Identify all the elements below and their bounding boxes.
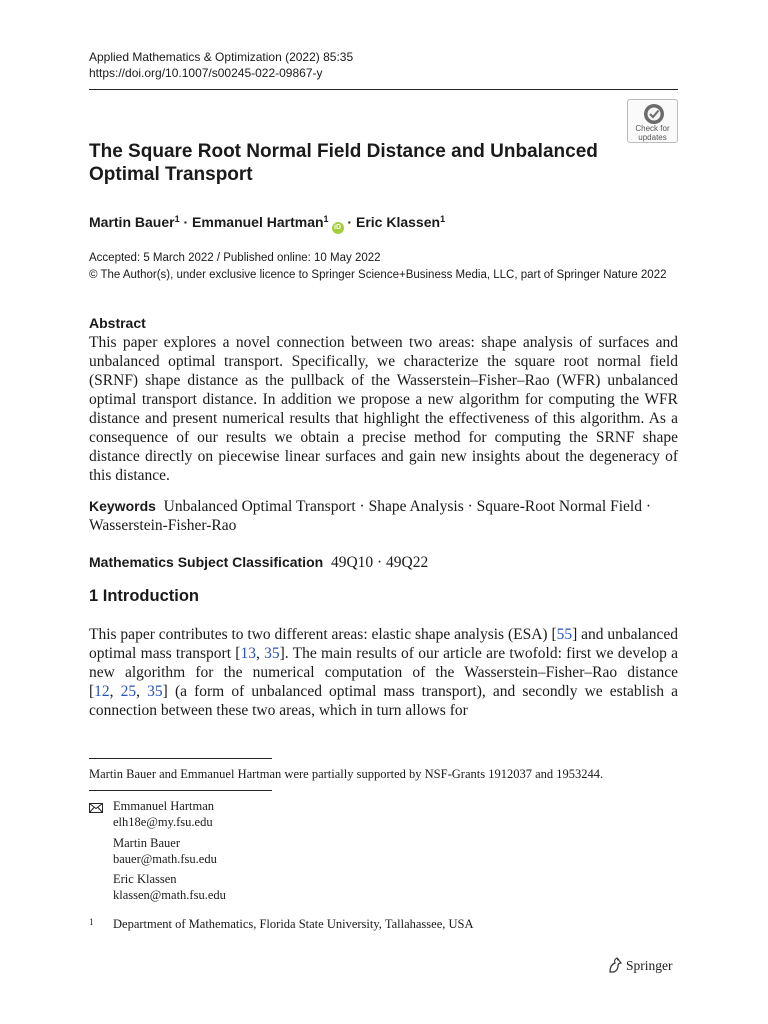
- contact-entry: [113, 835, 217, 867]
- check-updates-label: Check for updates: [635, 124, 670, 142]
- affiliation-text: Department of Mathematics, Florida State University, Tallahassee, USA: [113, 917, 474, 931]
- author-name[interactable]: Emmanuel Hartman: [192, 214, 324, 230]
- author-affiliation-mark: 1: [440, 214, 446, 224]
- author-name[interactable]: Eric Klassen: [356, 214, 441, 230]
- author-affiliation-mark: 1: [323, 214, 329, 224]
- keywords: [89, 497, 678, 535]
- envelope-icon: [89, 801, 103, 811]
- copyright-line: © The Author(s), under exclusive licence to Springer Science+Business Media, LLC, part of Springer Nature 2022: [89, 269, 667, 281]
- citation-link[interactable]: 55: [556, 626, 573, 643]
- contact-email[interactable]: bauer@math.fsu.edu: [113, 852, 217, 866]
- journal-doi[interactable]: https://doi.org/10.1007/s00245-022-09867-y: [89, 66, 323, 80]
- contact-entry: [113, 871, 226, 903]
- contact-name: Eric Klassen: [113, 872, 177, 886]
- journal-header: [89, 49, 353, 81]
- accepted-published-line: Accepted: 5 March 2022 / Published online: 10 May 2022: [89, 252, 381, 264]
- author-affiliation-mark: 1: [174, 214, 180, 224]
- orcid-icon[interactable]: iD: [332, 222, 344, 234]
- paper-title: The Square Root Normal Field Distance and Unbalanced Optimal Transport: [89, 141, 598, 185]
- citation-link[interactable]: 35: [264, 645, 280, 662]
- msc-codes: 49Q10 · 49Q22: [330, 554, 429, 571]
- springer-horse-icon: [606, 956, 624, 974]
- affiliation-number: 1: [89, 917, 94, 927]
- keywords-label: Keywords: [89, 498, 156, 514]
- citation-link[interactable]: 25: [120, 683, 137, 700]
- publication-dates: [89, 250, 667, 284]
- citation-link[interactable]: 13: [240, 645, 256, 662]
- journal-citation: Applied Mathematics & Optimization (2022) 85:35: [89, 50, 354, 64]
- funding-footnote: Martin Bauer and Emmanuel Hartman were partially supported by NSF-Grants 1912037 and 1953244.: [89, 767, 604, 781]
- check-updates-icon: [643, 103, 665, 125]
- author-name[interactable]: Martin Bauer: [89, 214, 175, 230]
- contact-name: Martin Bauer: [113, 836, 180, 850]
- keywords-text: Unbalanced Optimal Transport · Shape Analysis · Square-Root Normal Field · Wasserstein-Fisher-Rao: [89, 498, 651, 534]
- contact-entry: [113, 798, 214, 830]
- msc-label: Mathematics Subject Classification: [89, 554, 324, 570]
- author-list: [89, 210, 445, 234]
- publisher-name: Springer: [626, 958, 673, 973]
- author-separator: ·: [343, 214, 356, 230]
- contact-rule: [89, 790, 272, 791]
- abstract-heading: Abstract: [89, 315, 146, 331]
- citation-link[interactable]: 35: [147, 683, 163, 700]
- footnote-rule: [89, 758, 272, 759]
- contact-email[interactable]: elh18e@my.fsu.edu: [113, 815, 213, 829]
- header-rule: [89, 89, 678, 90]
- section-heading-introduction: 1 Introduction: [89, 587, 199, 605]
- citation-link[interactable]: 12: [94, 683, 110, 700]
- msc-classification: [89, 553, 428, 572]
- abstract-text: This paper explores a novel connection between two areas: shape analysis of surfaces and unbalanced optimal transport. Specifically, we characterize the square root normal field (SRNF) shape distance as the pullback of the Wasserstein–Fisher–Rao (WFR) unbalanced optimal transport distance. In addition we propose a new algorithm for computing the WFR distance and present numerical results that highlight the effectiveness of this algorithm. As a consequence of our results we obtain a precise method for computing the SRNF shape distance directly on piecewise linear surfaces and gain new insights about the degeneracy of this distance.: [89, 334, 678, 484]
- check-for-updates-badge[interactable]: [627, 99, 678, 143]
- contact-name: Emmanuel Hartman: [113, 799, 215, 813]
- contact-email[interactable]: klassen@math.fsu.edu: [113, 888, 226, 902]
- author-separator: ·: [179, 214, 193, 230]
- introduction-paragraph: This paper contributes to two different areas: elastic shape analysis (ESA) [55] and unbalanced optimal mass transport [13, 35]. The main results of our article are twofold: first we develop a new algorithm for the numerical computation of the Wasserstein–Fisher–Rao distance [12, 25, 35] (a form of unbalanced optimal mass transport), and secondly we establish a connection between these two areas, which in turn allows for: [89, 626, 679, 719]
